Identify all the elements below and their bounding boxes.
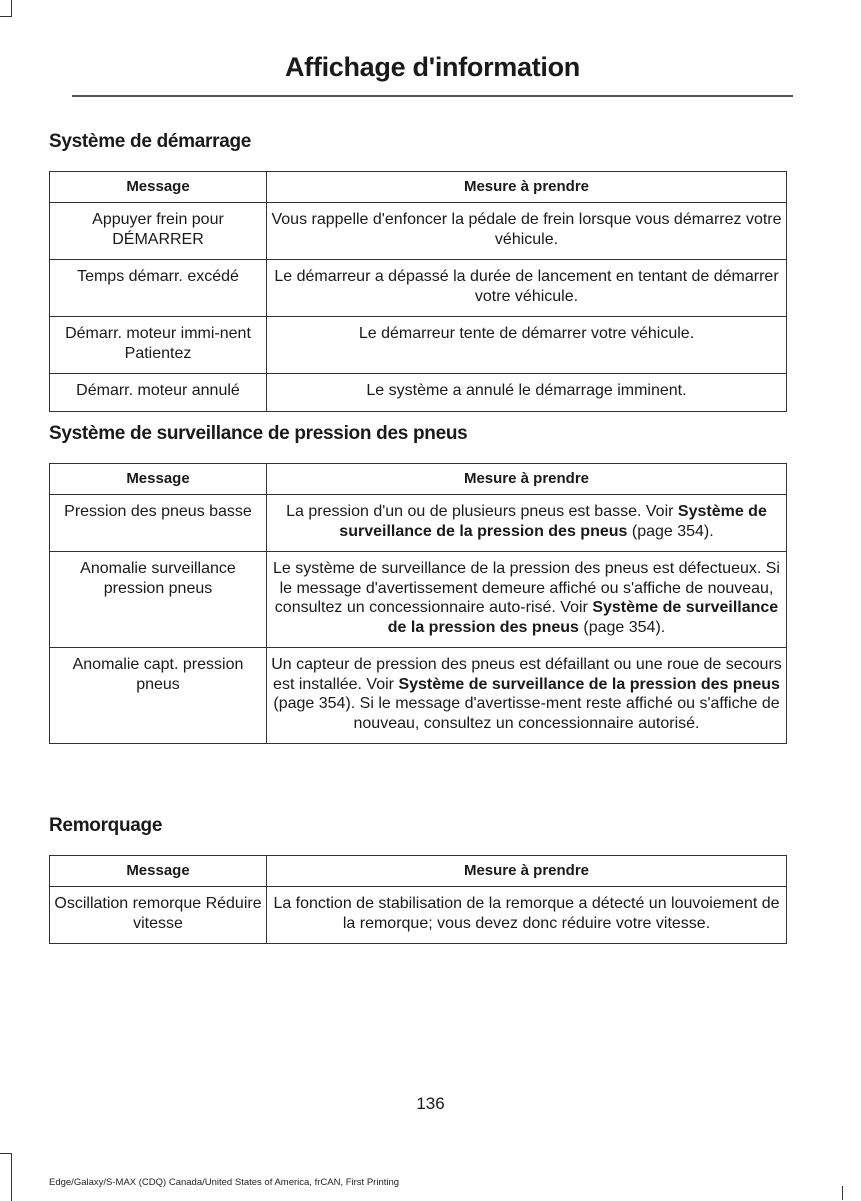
message-cell: Appuyer frein pour DÉMARRER [50, 203, 267, 260]
message-cell: Oscillation remorque Réduire vitesse [50, 887, 267, 944]
column-header-message: Message [50, 464, 267, 495]
tire-pressure-table [49, 463, 787, 744]
page-title: Affichage d'information [284, 52, 581, 82]
section-heading-towing: Remorquage [49, 815, 163, 836]
starting-system-table [49, 171, 787, 412]
table-row [50, 648, 787, 744]
column-header-message: Message [50, 856, 267, 887]
action-cell: La fonction de stabilisation de la remorque a détecté un louvoiement de la remorque; vous devez donc réduire votre vitesse. [267, 887, 787, 944]
page-number: 136 [416, 1094, 445, 1113]
title-divider [72, 95, 793, 97]
message-cell: Anomalie capt. pression pneus [50, 648, 267, 744]
section-heading-starting-system: Système de démarrage [49, 131, 252, 152]
message-cell: Démarr. moteur annulé [50, 374, 267, 412]
action-cell: Le démarreur a dépassé la durée de lancement en tentant de démarrer votre véhicule. [267, 260, 787, 317]
crop-mark-top-left [0, 0, 12, 17]
column-header-message: Message [50, 172, 267, 203]
action-cell: Un capteur de pression des pneus est défaillant ou une roue de secours est installée. Voir Système de surveillance de la pression des pneus (page 354). Si le message d'avertisse-ment reste affiché ou s'affiche de nouveau, consultez un concessionnaire autorisé. [267, 648, 787, 744]
cross-reference-link[interactable]: Système de surveillance de la pression des pneus [387, 599, 779, 636]
table-row [50, 203, 787, 260]
crop-mark-bottom-left [0, 1153, 12, 1201]
action-cell: La pression d'un ou de plusieurs pneus est basse. Voir Système de surveillance de la pression des pneus (page 354). [267, 495, 787, 552]
table-row [50, 495, 787, 552]
footer-edition-info: Edge/Galaxy/S-MAX (CDQ) Canada/United States of America, frCAN, First Printing [49, 1177, 400, 1188]
message-cell: Pression des pneus basse [50, 495, 267, 552]
message-cell: Démarr. moteur immi-nent Patientez [50, 317, 267, 374]
section-heading-tire-pressure: Système de surveillance de pression des pneus [49, 423, 468, 444]
towing-table [49, 855, 787, 944]
action-cell: Le système a annulé le démarrage imminent. [267, 374, 787, 412]
action-cell: Le démarreur tente de démarrer votre véhicule. [267, 317, 787, 374]
table-row [50, 887, 787, 944]
message-cell: Temps démarr. excédé [50, 260, 267, 317]
message-cell: Anomalie surveillance pression pneus [50, 552, 267, 648]
action-cell: Le système de surveillance de la pression des pneus est défectueux. Si le message d'avertissement demeure affiché ou s'affiche de nouveau, consultez un concessionnaire auto-risé. Voir Système de surveillance de la pression des pneus (page 354). [267, 552, 787, 648]
column-header-action: Mesure à prendre [267, 464, 787, 495]
column-header-action: Mesure à prendre [267, 856, 787, 887]
cross-reference-link[interactable]: Système de surveillance de la pression des pneus [398, 675, 780, 693]
table-header-row [50, 172, 787, 203]
table-header-row [50, 856, 787, 887]
action-cell: Vous rappelle d'enfoncer la pédale de frein lorsque vous démarrez votre véhicule. [267, 203, 787, 260]
table-row [50, 317, 787, 374]
cross-reference-link[interactable]: Système de surveillance de la pression des pneus [339, 503, 767, 540]
column-header-action: Mesure à prendre [267, 172, 787, 203]
table-row [50, 260, 787, 317]
crop-mark-bottom-right [842, 1186, 843, 1200]
table-header-row [50, 464, 787, 495]
table-row [50, 552, 787, 648]
table-row [50, 374, 787, 412]
